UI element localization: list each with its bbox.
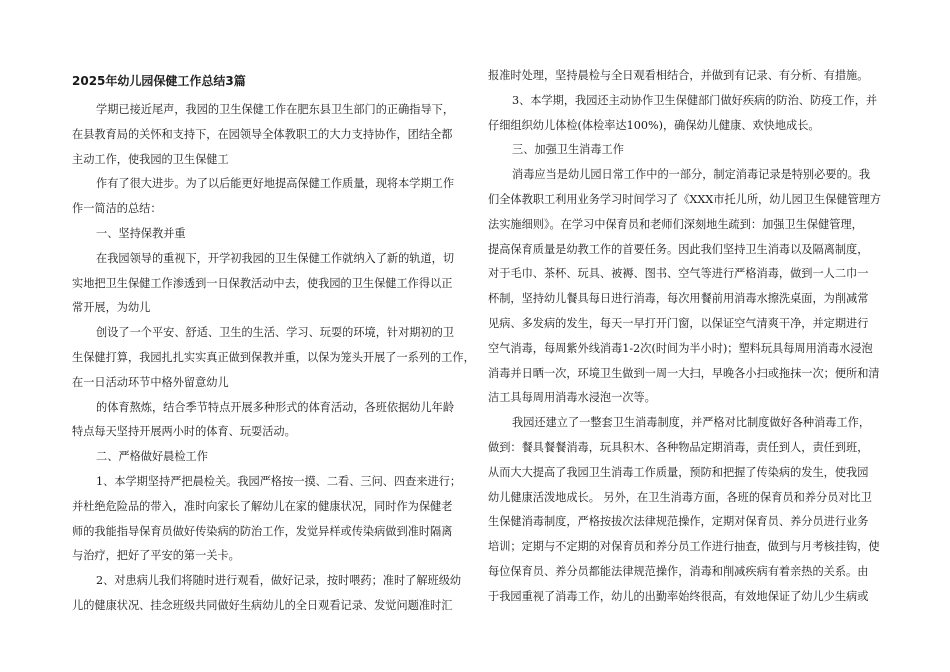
text-line: 做到：餐具餐餐消毒，玩具积木、各种物品定期消毒，责任到人，责任到班，	[488, 440, 869, 454]
text-line: 消毒并日晒一次，环境卫生做到一周一大扫，早晚各小扫或拖抹一次；便所和清	[488, 366, 880, 380]
text-line: 作一简洁的总结：	[72, 202, 162, 216]
text-line: 1、本学期坚持严把晨检关。我园严格按一摸、二看、三问、四查来进行；	[96, 474, 462, 488]
text-line: 消毒应当是幼儿园日常工作中的一部分，制定消毒记录是特别必要的。我	[512, 168, 871, 182]
text-line: 作有了很大进步。为了以后能更好地提高保健工作质量，现将本学期工作	[96, 177, 455, 191]
text-line: 二、严格做好晨检工作	[96, 450, 208, 464]
text-line: 实地把卫生保健工作渗透到一日保教活动中去，使我园的卫生保健工作得以正	[72, 276, 453, 290]
text-line: 生保健消毒制度，严格按拔次法律规范操作，定期对保育员、养分员进行业务	[488, 515, 869, 529]
text-line: 仔细组织幼儿体检(体检率达100%)，确保幼儿健康、欢快地成长。	[488, 118, 820, 132]
text-line: 生保健打算，我园扎扎实实真正做到保教并重，以保为笼头开展了一系列的工作，	[72, 350, 475, 364]
text-line: 在一日活动环节中格外留意幼儿	[72, 375, 229, 389]
text-line: 法实施细则》。在学习中保育员和老师们深刻地生疏到：加强卫生保健管理，	[488, 217, 863, 231]
text-line: 在县教育局的关怀和支持下，在园领导全体教职工的大力支持协作，团结全都	[72, 127, 453, 141]
left-column-text	[72, 98, 475, 619]
text-line: 师的我能指导保育员做好传染病的防治工作，发觉异样或传染病做到准时隔离	[72, 524, 453, 538]
text-line: 从而大大提高了我园卫生消毒工作质量，预防和把握了传染病的发生，使我园	[488, 465, 869, 479]
document-title: 2025年幼儿园保健工作总结3篇	[72, 74, 246, 88]
text-line: 于我园重视了消毒工作，幼儿的出勤率始终很高，有效地保证了幼儿少生病或	[488, 589, 869, 603]
right-column	[488, 64, 882, 610]
text-line: 对于毛巾、茶杯、玩具、被褥、图书、空气等进行严格消毒，做到一人二巾一	[488, 267, 869, 281]
text-line: 我园还建立了一整套卫生消毒制度，并严格对比制度做好各种消毒工作，	[512, 416, 871, 430]
text-line: 创设了一个平安、舒适、卫生的生活、学习、玩耍的环境，针对期初的卫	[96, 326, 455, 340]
text-line: 培训；定期与不定期的对保育员和养分员工作进行抽查，做到与月考核挂钩，使	[488, 540, 880, 554]
text-line: 3、本学期，我园还主动协作卫生保健部门做好疾病的防治、防疫工作，并	[512, 93, 878, 107]
text-line: 并杜绝危险品的带入，准时向家长了解幼儿在家的健康状况，同时作为保健老	[72, 499, 453, 513]
text-line: 与治疗，把好了平安的第一关卡。	[72, 549, 240, 563]
text-line: 空气消毒，每周紫外线消毒1-2次(时间为半小时)；塑料玩具每周用消毒水浸泡	[488, 341, 873, 355]
text-line: 儿的健康状况、挂念班级共同做好生病幼儿的全日观看记录、发觉问题准时汇	[72, 598, 453, 612]
text-line: 幼儿健康活泼地成长。 另外，在卫生消毒方面，各班的保育员和养分员对比卫	[488, 490, 872, 504]
text-line: 的体育熬炼，结合季节特点开展多种形式的体育活动，各班依据幼儿年龄	[96, 400, 455, 414]
text-line: 学期已接近尾声，我园的卫生保健工作在肥东县卫生部门的正确指导下，	[96, 103, 455, 116]
text-line: 报准时处理，坚持晨检与全日观看相结合，并做到有记录、有分析、有措施。	[488, 69, 869, 82]
text-line: 们全体教职工利用业务学习时间学习了《XXX市托儿所，幼儿园卫生保健管理方	[488, 192, 882, 206]
text-line: 杯制，坚持幼儿餐具每日进行消毒，每次用餐前用消毒水擦洗桌面，为削减常	[488, 292, 869, 306]
text-line: 洁工具每周用消毒水浸泡一次等。	[488, 391, 656, 405]
text-line: 一、坚持保教并重	[96, 226, 186, 240]
text-line: 2、对患病儿我们将随时进行观看，做好记录，按时喂药；准时了解班级幼	[96, 574, 462, 588]
text-line: 见病、多发病的发生，每天一早打开门窗，以保证空气清爽干净，并定期进行	[488, 316, 869, 330]
text-line: 常开展，为幼儿	[72, 301, 151, 315]
left-column	[72, 64, 475, 619]
right-column-text	[488, 64, 882, 610]
text-line: 每位保育员、养分员都能法律规范操作，消毒和削减疾病有着亲热的关系。由	[488, 564, 869, 578]
text-line: 三、加强卫生消毒工作	[512, 143, 624, 157]
text-line: 特点每天坚持开展两小时的体育、玩耍活动。	[72, 425, 296, 439]
text-line: 提高保育质量是幼教工作的首要任务。因此我们坚持卫生消毒以及隔离制度，	[488, 242, 869, 256]
text-line: 主动工作，使我园的卫生保健工	[72, 152, 229, 166]
text-line: 在我园领导的重视下，开学初我园的卫生保健工作就纳入了新的轨道，切	[96, 251, 455, 265]
